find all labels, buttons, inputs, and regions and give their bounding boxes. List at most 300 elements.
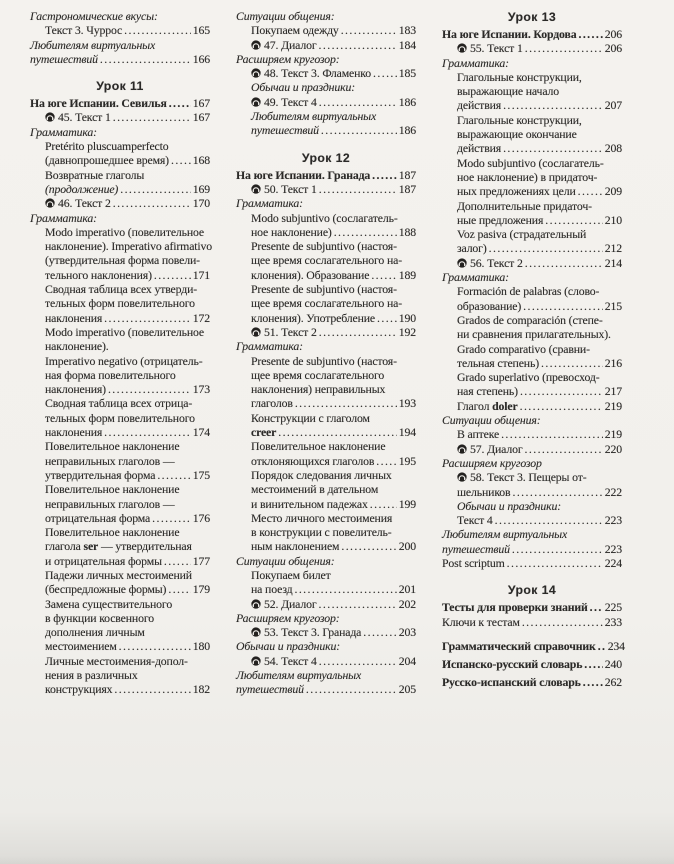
toc-line <box>251 482 416 496</box>
toc-entry <box>442 513 622 527</box>
toc-entry <box>442 615 622 629</box>
page-number: 171 <box>192 267 210 282</box>
entry-text: 52. Диалог <box>251 597 317 611</box>
toc-line <box>45 110 210 124</box>
toc-line <box>457 513 622 527</box>
entry-text: Русско-испанский словарь <box>442 675 581 690</box>
entry-text: клонения). Образование <box>251 267 370 282</box>
toc-entry <box>30 354 210 397</box>
spacer <box>442 629 622 639</box>
toc-line <box>457 141 622 155</box>
page-number: 240 <box>604 657 622 672</box>
page-number: 209 <box>604 184 622 199</box>
toc-column-3 <box>442 9 625 697</box>
headphones-icon <box>45 112 55 122</box>
entry-text: Grados de comparación (степе- <box>457 312 603 327</box>
toc-line <box>457 227 622 241</box>
toc-line <box>30 211 210 225</box>
toc-entry <box>30 482 210 525</box>
toc-line <box>236 196 416 210</box>
toc-entry <box>442 442 622 456</box>
entry-text: Повелительное наклонение <box>45 439 180 454</box>
headphones-icon <box>45 198 55 208</box>
toc-line <box>251 211 416 225</box>
entry-text: 55. Текст 1 <box>457 41 523 55</box>
entry-text: Грамматика: <box>442 55 509 70</box>
toc-entry <box>30 9 210 23</box>
entry-text: в функции косвенного <box>45 610 154 625</box>
entry-text: Расширяем кругозор: <box>236 610 340 625</box>
toc-line <box>45 182 210 196</box>
toc-line <box>251 296 416 310</box>
toc-entry <box>236 52 416 66</box>
toc-entry <box>236 23 416 37</box>
toc-line <box>251 568 416 582</box>
toc-line <box>45 368 210 382</box>
entry-text: Обычаи и праздники: <box>457 498 562 513</box>
entry-text: 46. Текст 2 <box>45 196 111 210</box>
entry-text: Дополнительные придаточ- <box>457 198 592 213</box>
toc-entry <box>442 399 622 413</box>
toc-line <box>251 511 416 525</box>
entry-text: действия <box>457 141 502 156</box>
toc-entry <box>442 199 622 228</box>
dot-leader <box>341 539 396 553</box>
page-number: 219 <box>604 427 622 442</box>
page-number: 262 <box>604 675 622 690</box>
toc-entry <box>30 139 210 168</box>
entry-text: Presente de subjuntivo (настоя- <box>251 353 397 368</box>
toc-line <box>251 625 416 639</box>
dot-leader <box>152 511 191 525</box>
entry-text: неправильных глаголов — <box>45 453 175 468</box>
toc-line <box>45 497 210 511</box>
entry-text: ное наклонение) <box>251 224 332 239</box>
dot-leader <box>319 95 397 109</box>
toc-line <box>30 38 210 52</box>
toc-entry <box>442 156 622 199</box>
entry-text: Порядок следования личных <box>251 467 392 482</box>
entry-text: Modo imperativo (повелительное <box>45 224 205 239</box>
toc-entry <box>30 597 210 654</box>
toc-line <box>457 356 622 370</box>
toc-line <box>45 339 210 353</box>
page-number: 222 <box>604 484 622 499</box>
toc-entry <box>442 600 622 614</box>
dot-leader <box>124 23 191 37</box>
toc-line <box>45 654 210 668</box>
toc-entry <box>442 27 622 41</box>
dot-leader <box>114 682 190 696</box>
page-number: 185 <box>398 66 416 81</box>
toc-entry <box>236 109 416 138</box>
toc-line <box>45 597 210 611</box>
page-number: 190 <box>398 310 416 325</box>
dot-leader <box>541 356 603 370</box>
toc-line <box>457 284 622 298</box>
toc-entry <box>442 470 622 499</box>
dot-leader <box>319 182 397 196</box>
dot-leader <box>376 454 397 468</box>
toc-entry <box>236 439 416 468</box>
entry-text: Обычаи и праздники: <box>236 639 341 654</box>
toc-line <box>251 38 416 52</box>
page-number: 234 <box>607 638 625 653</box>
toc-line <box>45 539 210 553</box>
page-number: 177 <box>192 553 210 568</box>
toc-entry <box>442 227 622 256</box>
entry-text: Обычаи и праздники: <box>251 80 356 95</box>
toc-line <box>251 282 416 296</box>
toc-entry <box>236 80 416 94</box>
headphones-icon <box>251 599 261 609</box>
toc-entry <box>30 282 210 325</box>
dot-leader <box>108 382 191 396</box>
toc-line <box>45 454 210 468</box>
entry-text: Любителям виртуальных <box>442 527 568 542</box>
toc-line <box>442 657 622 671</box>
dot-leader <box>370 497 397 511</box>
toc-line <box>45 439 210 453</box>
entry-text: ным наклонением <box>251 539 340 554</box>
toc-line <box>45 682 210 696</box>
dot-leader <box>319 38 397 52</box>
entry-text: местоимений в дательном <box>251 482 379 497</box>
toc-line <box>236 682 416 696</box>
toc-line <box>251 382 416 396</box>
toc-line <box>236 9 416 23</box>
toc-entry <box>236 339 416 353</box>
toc-line <box>236 52 416 66</box>
toc-entry <box>236 597 416 611</box>
toc-entry <box>442 56 622 70</box>
entry-text: дополнения личным <box>45 625 145 640</box>
entry-text: Ситуации общения: <box>442 413 541 428</box>
toc-line <box>251 368 416 382</box>
entry-text: Текст 4 <box>457 513 493 528</box>
toc-line <box>30 9 210 23</box>
dot-leader <box>295 396 397 410</box>
entry-text: Грамматика: <box>236 339 303 354</box>
dot-leader <box>319 597 397 611</box>
entry-text: 47. Диалог <box>251 38 317 52</box>
toc-line <box>251 525 416 539</box>
dot-leader <box>371 268 396 282</box>
entry-text: и винительном падежах <box>251 496 368 511</box>
toc-line <box>442 542 622 556</box>
toc-line <box>251 23 416 37</box>
toc-entry <box>236 639 416 653</box>
toc-line <box>457 98 622 112</box>
page-number: 214 <box>604 255 622 270</box>
dot-leader <box>520 399 603 413</box>
dot-leader <box>168 582 190 596</box>
toc-entry <box>442 256 622 270</box>
entry-text: на поезд <box>251 582 293 597</box>
toc-line <box>457 427 622 441</box>
dot-leader <box>578 184 603 198</box>
dot-leader <box>377 311 397 325</box>
entry-text: наклонения <box>45 310 103 325</box>
entry-text: щее время сослагательного на- <box>251 296 402 311</box>
toc-line <box>251 80 416 94</box>
toc-line <box>457 184 622 198</box>
dot-leader <box>154 268 191 282</box>
toc-line <box>251 497 416 511</box>
lesson-heading: Урок 13 <box>507 10 557 24</box>
page-number: 205 <box>398 682 416 697</box>
toc-line <box>45 23 210 37</box>
toc-line <box>30 125 210 139</box>
toc-entry <box>30 23 210 37</box>
entry-text: Ситуации общения: <box>236 9 335 23</box>
toc-line <box>45 568 210 582</box>
dot-leader <box>525 41 603 55</box>
entry-text: В аптеке <box>457 427 500 442</box>
toc-line <box>457 327 622 341</box>
headphones-icon <box>251 97 261 107</box>
page-number: 215 <box>604 298 622 313</box>
toc-entry <box>30 396 210 439</box>
toc-entry <box>442 313 622 342</box>
entry-text: тельного наклонения) <box>45 267 152 282</box>
toc-line <box>45 625 210 639</box>
entry-text: щее время сослагательного на- <box>251 253 402 268</box>
toc-entry <box>442 113 622 156</box>
toc-line <box>251 311 416 325</box>
toc-entry <box>30 168 210 197</box>
toc-line <box>236 554 416 568</box>
page-number: 168 <box>192 153 210 168</box>
dot-leader <box>598 639 606 653</box>
toc-entry <box>236 9 416 23</box>
dot-leader <box>113 196 191 210</box>
page-number: 194 <box>398 425 416 440</box>
entry-text: Глагольные конструкции, <box>457 69 582 84</box>
toc-line <box>236 639 416 653</box>
entry-text: наклонения <box>45 425 103 440</box>
entry-text: На юге Испании. Кордова <box>442 27 577 41</box>
entry-text: клонения). Употребление <box>251 310 375 325</box>
toc-entry <box>30 211 210 225</box>
entry-text: отклоняющихся глаголов <box>251 453 375 468</box>
entry-text: Тесты для проверки знаний <box>442 600 588 615</box>
toc-entry <box>442 499 622 513</box>
entry-text: отрицательная форма <box>45 510 151 525</box>
toc-line <box>442 270 622 284</box>
toc-line <box>251 268 416 282</box>
dot-leader <box>503 98 603 112</box>
page-number: 212 <box>604 241 622 256</box>
entry-text: Грамматика: <box>30 210 97 225</box>
toc-line <box>236 611 416 625</box>
toc-line <box>45 354 210 368</box>
dot-leader <box>545 213 603 227</box>
page-number: 193 <box>398 396 416 411</box>
toc-entry <box>236 95 416 109</box>
toc-line <box>251 95 416 109</box>
toc-line <box>45 268 210 282</box>
toc-column-1 <box>30 9 213 697</box>
entry-text: ная форма повелительного <box>45 367 176 382</box>
entry-text: Конструкции с глаголом <box>251 410 370 425</box>
entry-text: 53. Текст 3. Гранада <box>251 625 361 639</box>
entry-text: (беспредложные формы) <box>45 582 167 597</box>
entry-text: Сводная таблица всех отрица- <box>45 396 193 411</box>
toc-line <box>251 66 416 80</box>
headphones-icon <box>457 43 467 53</box>
headphones-icon <box>457 444 467 454</box>
lesson-heading: Урок 11 <box>96 79 144 94</box>
toc-entry <box>442 41 622 55</box>
toc-line <box>45 225 210 239</box>
headphones-icon <box>251 68 261 78</box>
toc-line <box>457 256 622 270</box>
toc-line <box>442 27 622 41</box>
dot-leader <box>578 27 602 41</box>
toc-line <box>45 582 210 596</box>
entry-text: ных предложениях цели <box>457 184 576 199</box>
toc-entry <box>30 654 210 697</box>
toc-entry <box>236 66 416 80</box>
toc-line <box>45 325 210 339</box>
entry-text: Ключи к тестам <box>442 614 520 629</box>
entry-text: тельных форм повелительного <box>45 296 195 311</box>
page-number: 206 <box>604 27 622 41</box>
dot-leader <box>113 110 191 124</box>
entry-text: Любителям виртуальных <box>251 109 377 124</box>
toc-entry <box>30 224 213 282</box>
page-number: 201 <box>398 582 416 597</box>
toc-line <box>457 499 622 513</box>
entry-text: Сводная таблица всех утверди- <box>45 282 198 297</box>
toc-line <box>251 109 416 123</box>
dot-leader <box>319 325 397 339</box>
dot-leader <box>523 299 603 313</box>
page-number: 173 <box>192 382 210 397</box>
entry-text: Pretérito pluscuamperfecto <box>45 139 169 154</box>
toc-line <box>45 511 210 525</box>
entry-text: Расширяем кругозор <box>442 455 542 470</box>
entry-text: ное наклонение) в придаточ- <box>457 169 598 184</box>
toc-line <box>457 41 622 55</box>
toc-line <box>457 113 622 127</box>
toc-line <box>45 668 210 682</box>
toc-line <box>45 468 210 482</box>
entry-text: тельная степень) <box>457 355 539 370</box>
toc-entry <box>236 182 416 196</box>
toc-line <box>457 442 622 456</box>
page-number: 192 <box>398 324 416 339</box>
lesson-heading: Урок 14 <box>507 583 557 598</box>
toc-entry <box>236 668 416 697</box>
entry-text: Грамматика: <box>30 124 97 139</box>
toc-entry <box>236 468 416 511</box>
entry-text: образование) <box>457 298 522 313</box>
toc-line <box>457 384 622 398</box>
entry-text: Покупаем одежду <box>251 23 339 38</box>
dot-leader <box>104 311 191 325</box>
toc-line <box>251 354 416 368</box>
toc-line <box>457 470 622 484</box>
toc-line <box>45 239 213 254</box>
toc-entry <box>236 654 416 668</box>
page-number: 225 <box>604 600 622 615</box>
toc-line <box>45 396 210 410</box>
headphones-icon <box>251 656 261 666</box>
entry-text: Грамматика: <box>442 270 509 285</box>
entry-text: выражающие окончание <box>457 127 577 142</box>
toc-line <box>457 70 622 84</box>
page-number: 165 <box>192 23 210 38</box>
toc-entry <box>236 196 416 210</box>
toc-line <box>236 339 416 353</box>
toc-line <box>457 156 622 170</box>
toc-line <box>45 411 210 425</box>
entry-text: На юге Испании. Гранада <box>236 167 371 182</box>
toc-entry <box>442 657 622 671</box>
dot-leader <box>372 168 397 182</box>
toc-line <box>45 282 210 296</box>
page-number: 174 <box>192 425 210 440</box>
toc-line <box>442 527 622 541</box>
page-number: 216 <box>604 355 622 370</box>
toc-line <box>251 582 416 596</box>
entry-text: наклонения) неправильных <box>251 382 386 397</box>
toc-entry <box>30 110 210 124</box>
page-number: 175 <box>192 467 210 482</box>
toc-entry <box>442 638 625 653</box>
entry-text: Grado superlativo (превосход- <box>457 370 600 385</box>
toc-entry <box>442 284 622 313</box>
dot-leader <box>584 657 602 671</box>
dot-leader <box>294 582 396 596</box>
entry-text: наклонение). Imperativo afirmativo <box>45 239 213 254</box>
toc-entry <box>442 370 622 399</box>
entry-text: путешествий <box>442 541 510 556</box>
dot-leader <box>100 52 191 66</box>
dot-leader <box>119 639 191 653</box>
toc-entry <box>236 38 416 52</box>
dot-leader <box>373 66 397 80</box>
toc-line <box>251 182 416 196</box>
page-number: 186 <box>398 94 416 109</box>
entry-text: 45. Текст 1 <box>45 110 111 124</box>
toc-line <box>457 485 622 499</box>
entry-text: Гастрономические вкусы: <box>30 9 158 23</box>
toc-line <box>45 425 210 439</box>
entry-text: наклонения) <box>45 382 106 397</box>
dot-leader <box>306 682 397 696</box>
entry-text: утвердительная форма <box>45 467 156 482</box>
toc-line <box>457 241 622 255</box>
toc-line <box>251 654 416 668</box>
toc-line <box>442 556 622 570</box>
toc-entry <box>30 38 210 67</box>
entry-text: путешествий <box>30 51 98 66</box>
toc-entry <box>442 342 622 371</box>
toc-line <box>442 413 622 427</box>
dot-leader <box>341 23 397 37</box>
toc-entry <box>236 354 416 411</box>
headphones-icon <box>457 258 467 268</box>
page-number: 199 <box>398 496 416 511</box>
entry-text: Imperativo negativo (отрицатель- <box>45 353 203 368</box>
toc-line <box>45 525 210 539</box>
dot-leader <box>363 625 396 639</box>
toc-line <box>251 325 416 339</box>
entry-text: Падежи личных местоимений <box>45 567 192 582</box>
